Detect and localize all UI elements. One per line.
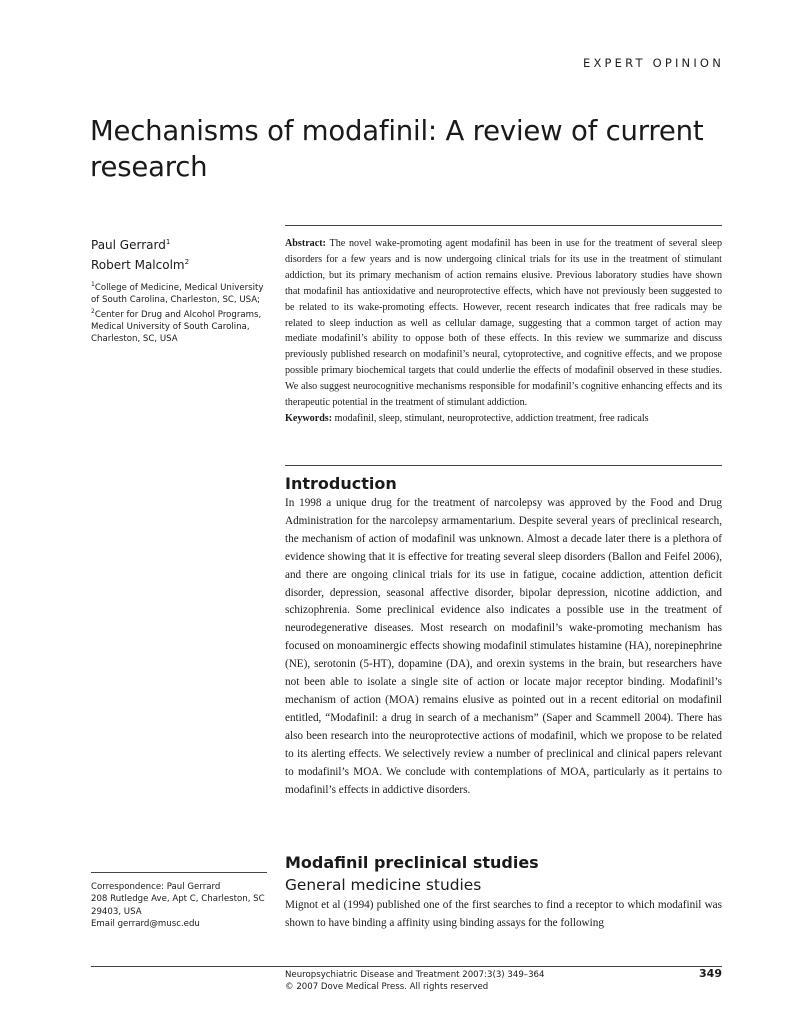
page-number: 349	[699, 967, 722, 980]
journal-citation: Neuropsychiatric Disease and Treatment 2007:3(3) 349–364	[285, 970, 545, 980]
footer	[285, 969, 545, 993]
section-label: EXPERT OPINION	[582, 56, 724, 70]
correspondence-rule	[91, 872, 267, 873]
introduction-text: In 1998 a unique drug for the treatment of narcolepsy was approved by the Food and Drug Administration for the narcolepsy armamentarium. Despite several years of preclinical research, the mechanism of action of modafinil was unknown. Almost a decade later there is a plethora of evidence showing that it is effective for treating several sleep disorders (Ballon and Feifel 2006), and there are ongoing clinical trials for its use in fatigue, cocaine addiction, attention deficit disorder, depression, seasonal affective disorder, bipolar depression, nicotine addiction, and schizophrenia. Some preclinical evidence also indicates a possible use in the treatment of neurodegenerative diseases. Most research on modafinil’s wake-promoting mechanism has focused on monoaminergic effects showing modafinil stimulates histamine (HA), norepinephrine (NE), serotonin (5-HT), dopamine (DA), and orexin systems in the brain, but researchers have not been able to isolate a single site of action or locate major receptor binding. Modafinil’s mechanism of action (MOA) remains elusive as pointed out in a recent editorial on modafinil entitled, “Modafinil: a drug in search of a mechanism” (Saper and Scammell 2004). There has also been research into the neuroprotective actions of modafinil, which we propose to be related to its alerting effects. We selectively review a number of preclinical and clinical papers relevant to modafinil’s MOA. We conclude with contemplations of MOA, particularly as it pertains to modafinil’s effects in addictive disorders.	[285, 497, 722, 796]
author-name: Paul Gerrard	[91, 238, 166, 252]
abstract-paragraph	[285, 236, 722, 411]
correspondence	[91, 881, 271, 930]
abstract-text: The novel wake-promoting agent modafinil has been in use for the treatment of several sleep disorders for a few years and is now undergoing clinical trials for its use in the treatment of stimulant addiction, but its primary mechanism of action remains elusive. Previous laboratory studies have shown that modafinil has antioxidative and neuroprotective effects, which have not previously been suggested to be related to its wake-promoting effects. However, recent research indicates that free radicals may be related to sleep induction as well as cellular damage, suggesting that a common target of action may mediate modafinil’s ability to oppose both of these effects. In this review we summarize and discuss previously published research on modafinil’s neural, cytoprotective, and cognitive effects, and we propose possible primary biochemical targets that could underlie the effects of modafinil observed in these studies. We also suggest neurocognitive mechanisms responsible for modafinil’s cognitive enhancing effects and its therapeutic potential in the treatment of stimulant addiction.	[285, 238, 722, 409]
article-title: Mechanisms of modafinil: A review of current research	[90, 115, 704, 183]
preclinical-heading: Modafinil preclinical studies	[285, 853, 539, 872]
affil-marker: 1	[91, 281, 95, 288]
abstract-label: Abstract:	[285, 238, 326, 249]
introduction-heading: Introduction	[285, 474, 397, 493]
abstract-top-rule	[285, 225, 722, 226]
preclinical-text: Mignot et al (1994) published one of the first searches to find a receptor to which modafinil was shown to have binding a affinity using binding assays for the following	[285, 899, 722, 929]
keywords	[285, 411, 722, 427]
affil-marker: 2	[91, 308, 95, 316]
keywords-label: Keywords:	[285, 412, 333, 424]
author-list	[91, 234, 271, 274]
author-name: Robert Malcolm	[91, 258, 185, 272]
affiliation-1: College of Medicine, Medical University of South Carolina, Charleston, SC, USA;	[91, 282, 264, 305]
author-2	[91, 254, 271, 274]
affiliation-2: Center for Drug and Alcohol Programs, Medical University of South Carolina, Charleston, SC, USA	[91, 310, 262, 344]
abstract-bottom-rule	[285, 465, 722, 466]
author-affil-marker: 1	[165, 238, 171, 246]
affiliations	[91, 279, 266, 346]
copyright: © 2007 Dove Medical Press. All rights reserved	[285, 982, 489, 992]
keywords-text: modafinil, sleep, stimulant, neuroprotective, addiction treatment, free radicals	[332, 412, 649, 424]
general-medicine-subheading: General medicine studies	[285, 876, 482, 894]
correspondence-name: Correspondence: Paul Gerrard	[91, 882, 221, 892]
footer-rule	[91, 966, 722, 967]
correspondence-address: 208 Rutledge Ave, Apt C, Charleston, SC 29403, USA	[91, 894, 265, 917]
author-1	[91, 234, 271, 254]
author-affil-marker: 2	[184, 258, 190, 266]
correspondence-email: Email gerrard@musc.edu	[91, 918, 200, 929]
abstract	[285, 236, 722, 427]
